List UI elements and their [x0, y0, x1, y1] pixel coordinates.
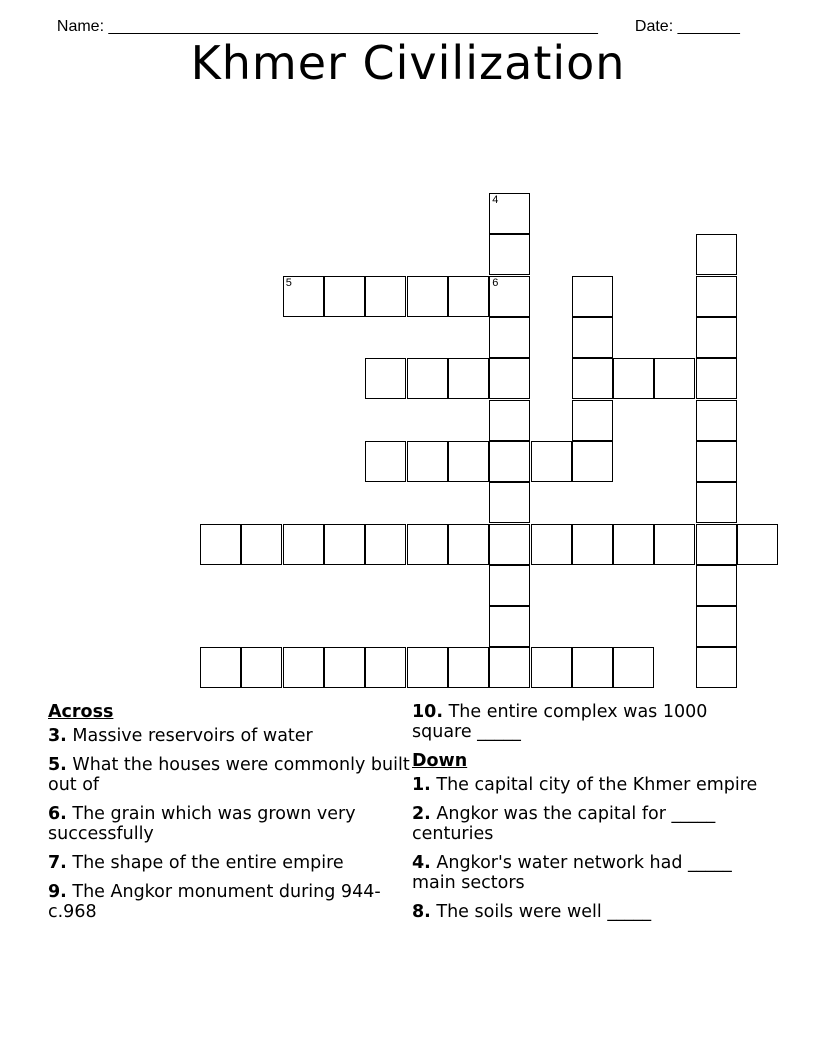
- grid-cell[interactable]: [407, 647, 448, 688]
- name-line[interactable]: _______________________________________________________: [108, 18, 598, 35]
- clue-text: Angkor was the capital for _____ centuries: [412, 804, 716, 844]
- grid-cell[interactable]: [696, 358, 737, 399]
- grid-cell[interactable]: [489, 524, 530, 565]
- date-label-text: Date:: [634, 18, 678, 35]
- grid-cell[interactable]: [365, 441, 406, 482]
- grid-cell[interactable]: [696, 524, 737, 565]
- grid-cell[interactable]: [241, 647, 282, 688]
- clue-number: 9.: [48, 882, 67, 902]
- clue-text: The soils were well _____: [430, 902, 652, 922]
- grid-cell[interactable]: [448, 358, 489, 399]
- grid-cell[interactable]: [448, 276, 489, 317]
- grid-cell[interactable]: [365, 647, 406, 688]
- grid-cell[interactable]: [241, 524, 282, 565]
- clue-number: 4.: [412, 853, 431, 873]
- clue-text: Angkor's water network had _____ main sectors: [412, 853, 732, 893]
- grid-cell[interactable]: [489, 317, 530, 358]
- grid-cell[interactable]: [613, 647, 654, 688]
- grid-cell[interactable]: [489, 647, 530, 688]
- grid-cell[interactable]: [324, 276, 365, 317]
- across-clue: [412, 702, 762, 742]
- grid-cell[interactable]: [448, 647, 489, 688]
- down-clue: [412, 804, 762, 844]
- clue-number-label: 6: [492, 276, 499, 289]
- grid-cell[interactable]: [283, 647, 324, 688]
- grid-cell[interactable]: [572, 524, 613, 565]
- clue-number: 10.: [412, 702, 444, 722]
- grid-cell[interactable]: [696, 647, 737, 688]
- grid-cell[interactable]: [696, 234, 737, 275]
- grid-cell[interactable]: [572, 441, 613, 482]
- clue-text: The grain which was grown very successfully: [48, 804, 356, 844]
- grid-cell[interactable]: [531, 524, 572, 565]
- grid-cell[interactable]: [654, 524, 695, 565]
- clue-number: 3.: [48, 726, 67, 746]
- grid-cell[interactable]: [696, 276, 737, 317]
- grid-cell[interactable]: [696, 482, 737, 523]
- grid-cell[interactable]: [407, 524, 448, 565]
- grid-cell[interactable]: [407, 441, 448, 482]
- clue-text: The shape of the entire empire: [66, 853, 344, 873]
- grid-cell[interactable]: [489, 482, 530, 523]
- grid-cell[interactable]: [572, 358, 613, 399]
- across-clue: [48, 804, 418, 844]
- grid-cell[interactable]: [696, 606, 737, 647]
- grid-cell[interactable]: [572, 647, 613, 688]
- down-clue: [412, 853, 762, 893]
- clue-number-label: 5: [285, 276, 292, 289]
- grid-cell[interactable]: [696, 441, 737, 482]
- clue-number: 6.: [48, 804, 67, 824]
- across-clue: [48, 726, 418, 746]
- grid-cell[interactable]: [489, 606, 530, 647]
- grid-cell[interactable]: [489, 400, 530, 441]
- grid-cell[interactable]: [613, 524, 654, 565]
- grid-cell[interactable]: [489, 441, 530, 482]
- grid-cell[interactable]: [489, 358, 530, 399]
- clue-number: 7.: [48, 853, 67, 873]
- clue-number: 1.: [412, 775, 431, 795]
- right-column: [412, 700, 762, 931]
- clue-text: Massive reservoirs of water: [66, 726, 313, 746]
- down-clue: [412, 902, 762, 922]
- grid-cell[interactable]: [489, 565, 530, 606]
- grid-cell[interactable]: [737, 524, 778, 565]
- name-label-text: Name:: [56, 18, 109, 35]
- grid-cell[interactable]: [696, 317, 737, 358]
- clue-text: The entire complex was 1000 square _____: [412, 702, 708, 742]
- grid-cell[interactable]: [448, 441, 489, 482]
- grid-cell[interactable]: [489, 193, 530, 234]
- down-clue: [412, 775, 762, 795]
- across-clue: [48, 882, 418, 922]
- across-clue: [48, 853, 418, 873]
- grid-cell[interactable]: [283, 276, 324, 317]
- clue-number: 8.: [412, 902, 431, 922]
- down-heading: Down: [412, 751, 468, 771]
- clue-text: What the houses were commonly built out of: [48, 755, 410, 795]
- clue-number-label: 4: [492, 194, 499, 207]
- grid-cell[interactable]: [407, 358, 448, 399]
- grid-cell[interactable]: [572, 317, 613, 358]
- grid-cell[interactable]: [696, 400, 737, 441]
- grid-cell[interactable]: [531, 441, 572, 482]
- grid-cell[interactable]: [489, 234, 530, 275]
- grid-cell[interactable]: [365, 524, 406, 565]
- grid-cell[interactable]: [489, 276, 530, 317]
- grid-cell[interactable]: [200, 647, 241, 688]
- grid-cell[interactable]: [531, 647, 572, 688]
- clue-text: The capital city of the Khmer empire: [430, 775, 758, 795]
- across-heading: Across: [48, 702, 114, 722]
- clue-number: 5.: [48, 755, 67, 775]
- grid-cell[interactable]: [324, 647, 365, 688]
- date-line[interactable]: _______: [677, 18, 740, 35]
- grid-cell[interactable]: [654, 358, 695, 399]
- grid-cell[interactable]: [572, 400, 613, 441]
- grid-cell[interactable]: [324, 524, 365, 565]
- grid-cell[interactable]: [448, 524, 489, 565]
- grid-cell[interactable]: [572, 276, 613, 317]
- grid-cell[interactable]: [200, 524, 241, 565]
- grid-cell[interactable]: [283, 524, 324, 565]
- grid-cell[interactable]: [365, 358, 406, 399]
- across-clue: [48, 755, 418, 795]
- page-title: Khmer Civilization: [190, 36, 626, 90]
- grid-cell[interactable]: [613, 358, 654, 399]
- grid-cell[interactable]: [365, 276, 406, 317]
- grid-cell[interactable]: [407, 276, 448, 317]
- clue-number: 2.: [412, 804, 431, 824]
- grid-cell[interactable]: [696, 565, 737, 606]
- across-column: [48, 700, 418, 931]
- clue-text: The Angkor monument during 944-c.968: [48, 882, 381, 922]
